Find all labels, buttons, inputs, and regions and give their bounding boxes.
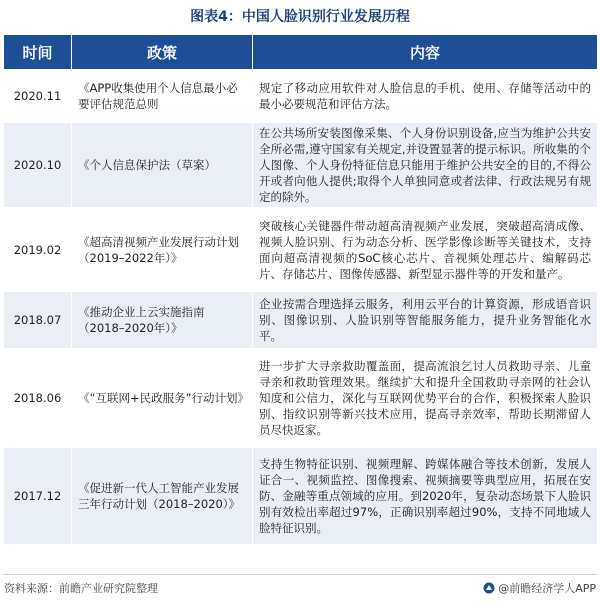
row-year: 2018.06 (4, 349, 72, 448)
row-year: 2018.07 (4, 292, 72, 349)
row-year: 2020.10 (4, 123, 72, 208)
footer (4, 580, 596, 598)
row-content: 在公共场所安装图像采集、个人身份识别设备,应当为维护公共安全所必需,遵守国家有关规定,并设置显著的提示标识。所收集的个人图像、个人身份特征信息只能用于维护公共安全的目的,不得公开或者向他人提供;取得个人单独同意或者法律、行政法规另有规定的除外。 (253, 123, 598, 208)
row-policy: 《促进新一代人工智能产业发展三年行动计划（2018–2020）》 (72, 448, 253, 545)
table-row (4, 292, 598, 349)
row-content: 进一步扩大寻亲救助覆盖面，提高流浪乞讨人员救助寻亲、儿童寻亲和救助管理效果。继续扩大和提升全国救助寻亲网的社会认知度和公信力，深化与互联网优势平台的合作，积极探索人脸识别、指纹识别等新兴技术应用，提高寻亲效率，帮助长期滞留人员尽快返家。 (253, 349, 598, 448)
row-year: 2020.11 (4, 70, 72, 123)
footer-divider (3, 574, 597, 575)
header-time: 时间 (4, 35, 72, 70)
header-policy: 政策 (72, 35, 253, 70)
row-policy: 《APP收集使用个人信息最小必要评估规范总则 (72, 70, 253, 123)
brand-label: @前瞻经济学人APP (498, 582, 596, 595)
row-year: 2017.12 (4, 448, 72, 545)
row-content: 规定了移动应用软件对人脸信息的手机、使用、存储等活动中的最小必要规范和评估方法。 (253, 70, 598, 123)
row-policy: 《个人信息保护法（草案） (72, 123, 253, 208)
page-title: 图表4：中国人脸识别行业发展历程 (190, 9, 410, 25)
table-row (4, 448, 598, 545)
table-row (4, 349, 598, 448)
brand-credit (483, 580, 596, 596)
row-content: 支持生物特征识别、视频理解、跨媒体融合等技术创新，发展人证合一、视频监控、图像搜索、视频摘要等典型应用，拓展在安防、金融等重点领域的应用。到2020年，复杂动态场景下人脸识别有效检出率超过97%，正确识别率超过90%，支持不同地域人脸特征识别。 (253, 448, 598, 545)
row-policy: 《超高清视频产业发展行动计划（2019–2022年）》 (72, 208, 253, 292)
header-content: 内容 (253, 35, 598, 70)
table-header-row (4, 35, 598, 70)
row-content: 企业按需合理选择云服务，利用云平台的计算资源，形成语音识别、图像识别、人脸识别等智能服务能力，提升业务智能化水平。 (253, 292, 598, 349)
row-policy: 《推动企业上云实施指南（2018–2020年）》 (72, 292, 253, 349)
table-row (4, 70, 598, 123)
row-year: 2019.02 (4, 208, 72, 292)
table-row (4, 123, 598, 208)
table-row (4, 208, 598, 292)
row-policy: 《“互联网+民政服务”行动计划》 (72, 349, 253, 448)
policy-timeline-table (3, 34, 598, 545)
row-content: 突破核心关键器件带动超高清视频产业发展，突破超高清成像、视频人脸识别、行为动态分析、医学影像诊断等关键技术，支持面向超高清视频的SoC核心芯片、音视频处理芯片、编解码芯片、存储芯片、图像传感器、新型显示器件等的开发和量产。 (253, 208, 598, 292)
source-note: 资料来源：前瞻产业研究院整理 (4, 582, 158, 595)
qianzhan-logo-icon (483, 582, 495, 594)
